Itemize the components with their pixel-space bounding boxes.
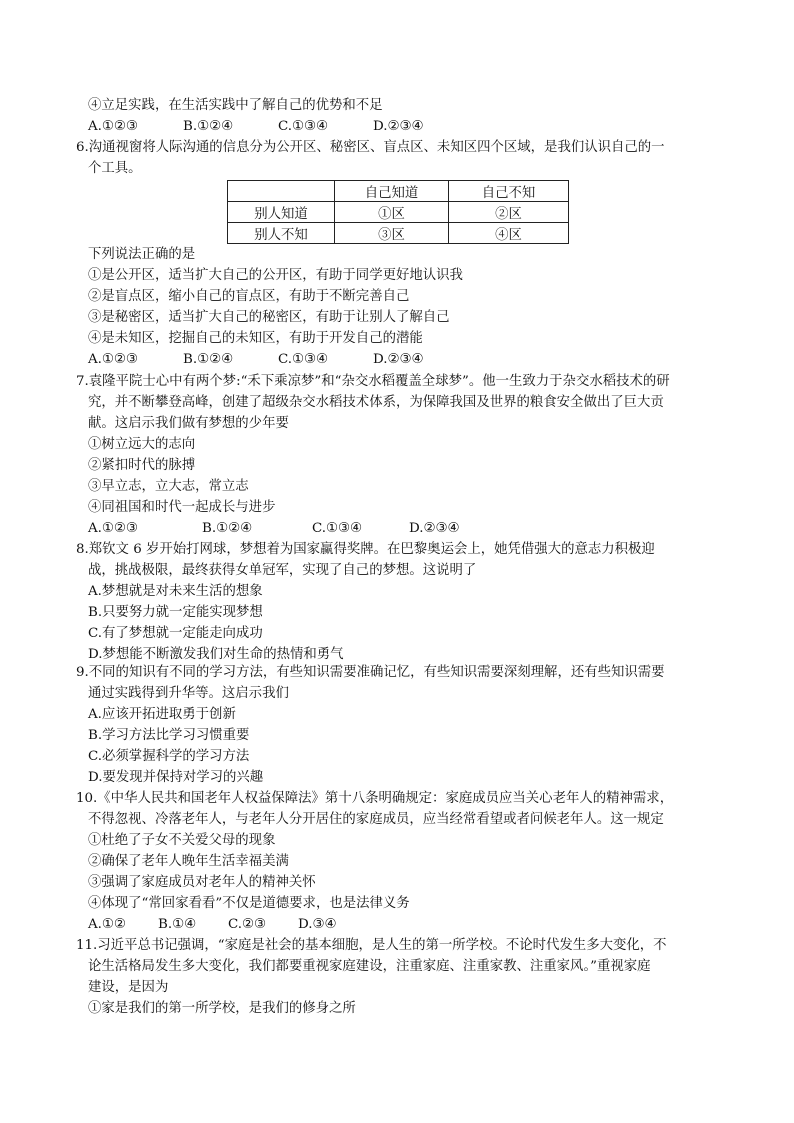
option-c: C.②③: [228, 917, 267, 932]
table-cell: 别人不知: [228, 223, 335, 244]
q11-stem-line1: 11.习近平总书记强调，“家庭是社会的基本细胞，是人生的第一所学校。不论时代发生多大变化，不: [76, 938, 667, 953]
q6-options: [88, 350, 424, 370]
option-c: C.①③④: [278, 119, 329, 134]
q6-item-3: ③是秘密区，适当扩大自己的秘密区，有助于让别人了解自己: [88, 310, 450, 325]
option-d: D.③④: [298, 917, 337, 932]
q5-item-4: ④立足实践，在生活实践中了解自己的优势和不足: [88, 98, 383, 113]
q8-option-a: A.梦想就是对未来生活的想象: [88, 584, 263, 599]
option-b: B.①④: [158, 917, 197, 932]
q6-question: 下列说法正确的是: [88, 247, 196, 262]
q6-stem-line2: 个工具。: [88, 161, 142, 176]
option-c: C.①③④: [278, 352, 329, 367]
table-header-row: [228, 181, 569, 202]
q7-stem-line3: 献。这启示我们做有梦想的少年要: [88, 416, 289, 431]
option-a: A.①②③: [88, 352, 138, 367]
q6-item-2: ②是盲点区，缩小自己的盲点区，有助于不断完善自己: [88, 289, 410, 304]
q9-option-a: A.应该开拓进取勇于创新: [88, 707, 236, 722]
q8-stem-line2: 战，挑战极限，最终获得女单冠军，实现了自己的梦想。这说明了: [88, 563, 477, 578]
q9-stem-line1: 9.不同的知识有不同的学习方法，有些知识需要准确记忆，有些知识需要深刻理解，还有些知识需要: [76, 665, 665, 680]
q11-item-1: ①家是我们的第一所学校，是我们的修身之所: [88, 1001, 356, 1016]
table-cell: 自己知道: [335, 181, 449, 202]
table-cell: ③区: [335, 223, 449, 244]
q5-options: [88, 117, 424, 137]
option-c: C.①③④: [312, 521, 363, 536]
q7-item-2: ②紧扣时代的脉搏: [88, 458, 196, 473]
q10-item-3: ③强调了家庭成员对老年人的精神关怀: [88, 875, 316, 890]
option-d: D.②③④: [373, 352, 424, 367]
q7-options: [88, 519, 460, 539]
option-a: A.①②③: [88, 521, 138, 536]
table-cell: 别人知道: [228, 202, 335, 223]
q7-item-3: ③早立志，立大志，常立志: [88, 479, 249, 494]
option-d: D.②③④: [373, 119, 424, 134]
q10-item-4: ④体现了“常回家看看”不仅是道德要求，也是法律义务: [88, 896, 410, 911]
table-row: [228, 223, 569, 244]
table-cell: ①区: [335, 202, 449, 223]
q7-stem-line1: 7.袁隆平院士心中有两个梦:“禾下乘凉梦”和“杂交水稻覆盖全球梦”。他一生致力于杂交水稻技术的研: [76, 374, 670, 389]
q7-item-4: ④同祖国和时代一起成长与进步: [88, 500, 276, 515]
option-d: D.②③④: [409, 521, 460, 536]
table-cell: ④区: [449, 223, 569, 244]
q9-stem-line2: 通过实践得到升华等。这启示我们: [88, 686, 289, 701]
q10-stem-line1: 10.《中华人民共和国老年人权益保障法》第十八条明确规定：家庭成员应当关心老年人的精神需求，: [76, 791, 674, 806]
q7-item-1: ①树立远大的志向: [88, 437, 196, 452]
q8-option-d: D.梦想能不断激发我们对生命的热情和勇气: [88, 647, 344, 662]
table-cell: ②区: [449, 202, 569, 223]
q6-item-1: ①是公开区，适当扩大自己的公开区，有助于同学更好地认识我: [88, 268, 463, 283]
johari-window-table: [227, 180, 569, 244]
q11-stem-line2: 论生活格局发生多大变化，我们都要重视家庭建设，注重家庭、注重家教、注重家风。”重视家庭: [88, 959, 651, 974]
q8-option-c: C.有了梦想就一定能走向成功: [88, 626, 263, 641]
q10-options: [88, 915, 337, 935]
option-a: A.①②③: [88, 119, 138, 134]
table-cell: [228, 181, 335, 202]
option-b: B.①②④: [183, 119, 234, 134]
q7-stem-line2: 究，并不断攀登高峰，创建了超级杂交水稻技术体系，为保障我国及世界的粮食安全做出了巨大贡: [88, 395, 664, 410]
q10-item-1: ①杜绝了子女不关爱父母的现象: [88, 833, 276, 848]
option-b: B.①②④: [183, 352, 234, 367]
q10-item-2: ②确保了老年人晚年生活幸福美满: [88, 854, 289, 869]
option-b: B.①②④: [202, 521, 253, 536]
option-a: A.①②: [88, 917, 126, 932]
q9-option-c: C.必须掌握科学的学习方法: [88, 749, 250, 764]
table-row: [228, 202, 569, 223]
q10-stem-line2: 不得忽视、冷落老年人，与老年人分开居住的家庭成员，应当经常看望或者问候老年人。这一规定: [88, 812, 664, 827]
q9-option-d: D.要发现并保持对学习的兴趣: [88, 770, 264, 785]
q8-stem-line1: 8.郑钦文 6 岁开始打网球，梦想着为国家赢得奖牌。在巴黎奥运会上，她凭借强大的意志力积极迎: [76, 542, 655, 557]
q6-item-4: ④是未知区，挖掘自己的未知区，有助于开发自己的潜能: [88, 331, 423, 346]
table-cell: 自己不知: [449, 181, 569, 202]
q9-option-b: B.学习方法比学习习惯重要: [88, 728, 250, 743]
q8-option-b: B.只要努力就一定能实现梦想: [88, 605, 263, 620]
q6-stem-line1: 6.沟通视窗将人际沟通的信息分为公开区、秘密区、盲点区、未知区四个区域，是我们认识自己的一: [76, 140, 665, 155]
q11-stem-line3: 建设，是因为: [88, 980, 169, 995]
